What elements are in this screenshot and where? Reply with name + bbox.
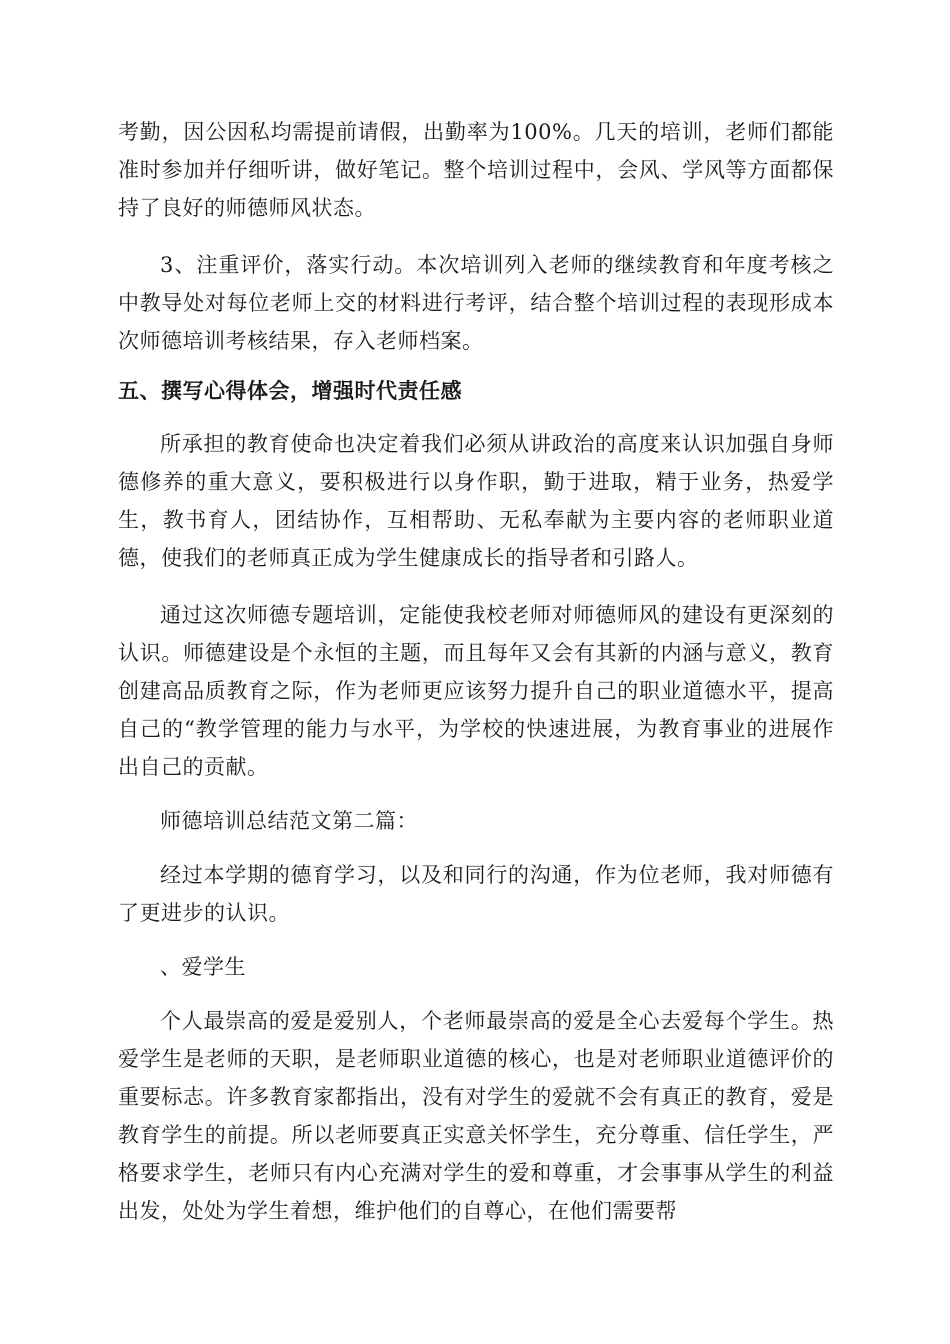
section-heading-five: 五、撰写心得体会，增强时代责任感: [118, 379, 462, 403]
paragraph-conclusion: 通过这次师德专题培训，定能使我校老师对师德师风的建设有更深刻的认识。师德建设是个永恒的主题，而且每年又会有其新的内涵与意义，教育创建高品质教育之际，作为老师更应该努力提升自己的职业道德水平，提高自己的“教学管理的能力与水平，为学校的快速进展，为教育事业的进展作出自己的贡献。: [118, 603, 834, 779]
paragraph-love-students: 个人最崇高的爱是爱别人，个老师最崇高的爱是全心去爱每个学生。热爱学生是老师的天职，是老师职业道德的核心，也是对老师职业道德评价的重要标志。许多教育家都指出，没有对学生的爱就不会有真正的教育，爱是教育学生的前提。所以老师要真正实意关怀学生，充分尊重、信任学生，严格要求学生，老师只有内心充满对学生的爱和尊重，才会事事从学生的利益出发，处处为学生着想，维护他们的自尊心，在他们需要帮: [118, 1009, 834, 1223]
subheading-love-students: 、爱学生: [160, 955, 246, 979]
paragraph-mission: 所承担的教育使命也决定着我们必须从讲政治的高度来认识加强自身师德修养的重大意义，要积极进行以身作职，勤于进取，精于业务，热爱学生，教书育人，团结协作，互相帮助、无私奉献为主要内容的老师职业道德，使我们的老师真正成为学生健康成长的指导者和引路人。: [118, 432, 834, 570]
paragraph-second-intro: 经过本学期的德育学习，以及和同行的沟通，作为位老师，我对师德有了更进步的认识。: [118, 863, 834, 925]
paragraph-evaluation: 3、注重评价，落实行动。本次培训列入老师的继续教育和年度考核之中教导处对每位老师上交的材料进行考评，结合整个培训过程的表现形成本次师德培训考核结果，存入老师档案。: [118, 253, 834, 353]
second-article-title: 师德培训总结范文第二篇：: [160, 809, 418, 833]
paragraph-attendance: 考勤，因公因私均需提前请假，出勤率为100%。几天的培训，老师们都能准时参加并仔细听讲，做好笔记。整个培训过程中，会风、学风等方面都保持了良好的师德师风状态。: [118, 120, 834, 220]
